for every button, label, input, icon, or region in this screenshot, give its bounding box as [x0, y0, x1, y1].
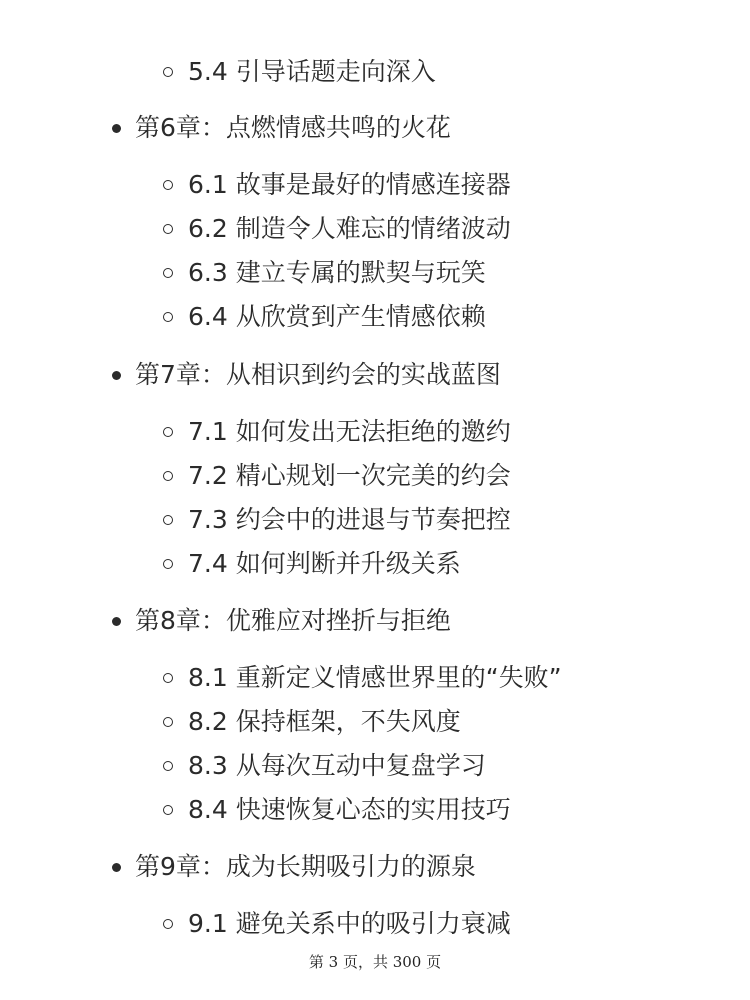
toc-chapter-title: 第8章：优雅应对挫折与拒绝	[135, 606, 451, 635]
toc-section-title: 8.1 重新定义情感世界里的“失败”	[188, 663, 562, 692]
hollow-bullet-icon	[163, 919, 173, 929]
toc-section-7-4	[0, 542, 750, 586]
toc-chapter-title: 第6章：点燃情感共鸣的火花	[135, 113, 451, 142]
toc-chapter-9	[0, 845, 750, 889]
hollow-bullet-icon	[163, 761, 173, 771]
hollow-bullet-icon	[163, 67, 173, 77]
toc-chapter-title: 第7章：从相识到约会的实战蓝图	[135, 360, 501, 389]
toc-section-title: 8.2 保持框架，不失风度	[188, 707, 461, 736]
toc-section-6-1	[0, 163, 750, 207]
toc-section-title: 7.4 如何判断并升级关系	[188, 549, 461, 578]
toc-section-title: 7.1 如何发出无法拒绝的邀约	[188, 417, 511, 446]
toc-chapter-8	[0, 599, 750, 643]
toc-section-title: 5.4 引导话题走向深入	[188, 57, 436, 86]
toc-section-title: 7.3 约会中的进退与节奏把控	[188, 505, 511, 534]
toc-section-6-2	[0, 207, 750, 251]
hollow-bullet-icon	[163, 312, 173, 322]
toc-chapter-7	[0, 353, 750, 397]
hollow-bullet-icon	[163, 559, 173, 569]
hollow-bullet-icon	[163, 515, 173, 525]
toc-section-9-1	[0, 902, 750, 946]
toc-section-7-2	[0, 454, 750, 498]
toc-section-title: 6.4 从欣赏到产生情感依赖	[188, 302, 486, 331]
toc-chapter-title: 第9章：成为长期吸引力的源泉	[135, 852, 476, 881]
toc-section-title: 9.1 避免关系中的吸引力衰减	[188, 909, 511, 938]
filled-bullet-icon	[112, 863, 121, 872]
toc-section-7-1	[0, 410, 750, 454]
hollow-bullet-icon	[163, 717, 173, 727]
toc-section-7-3	[0, 498, 750, 542]
hollow-bullet-icon	[163, 471, 173, 481]
toc-section-title: 6.1 故事是最好的情感连接器	[188, 170, 511, 199]
toc-section-5-4	[0, 50, 750, 94]
toc-section-6-4	[0, 295, 750, 339]
toc-section-title: 7.2 精心规划一次完美的约会	[188, 461, 511, 490]
hollow-bullet-icon	[163, 180, 173, 190]
toc-section-8-2	[0, 700, 750, 744]
hollow-bullet-icon	[163, 268, 173, 278]
hollow-bullet-icon	[163, 427, 173, 437]
toc-section-title: 6.3 建立专属的默契与玩笑	[188, 258, 486, 287]
toc-section-title: 8.4 快速恢复心态的实用技巧	[188, 795, 511, 824]
toc-section-title: 8.3 从每次互动中复盘学习	[188, 751, 486, 780]
hollow-bullet-icon	[163, 224, 173, 234]
page-number-footer: 第 3 页，共 300 页	[308, 953, 442, 971]
hollow-bullet-icon	[163, 805, 173, 815]
filled-bullet-icon	[112, 371, 121, 380]
toc-section-6-3	[0, 251, 750, 295]
filled-bullet-icon	[112, 124, 121, 133]
hollow-bullet-icon	[163, 673, 173, 683]
filled-bullet-icon	[112, 617, 121, 626]
toc-section-8-3	[0, 744, 750, 788]
toc-section-title: 6.2 制造令人难忘的情绪波动	[188, 214, 511, 243]
toc-chapter-6	[0, 106, 750, 150]
toc-section-8-1	[0, 656, 750, 700]
toc-section-8-4	[0, 788, 750, 832]
